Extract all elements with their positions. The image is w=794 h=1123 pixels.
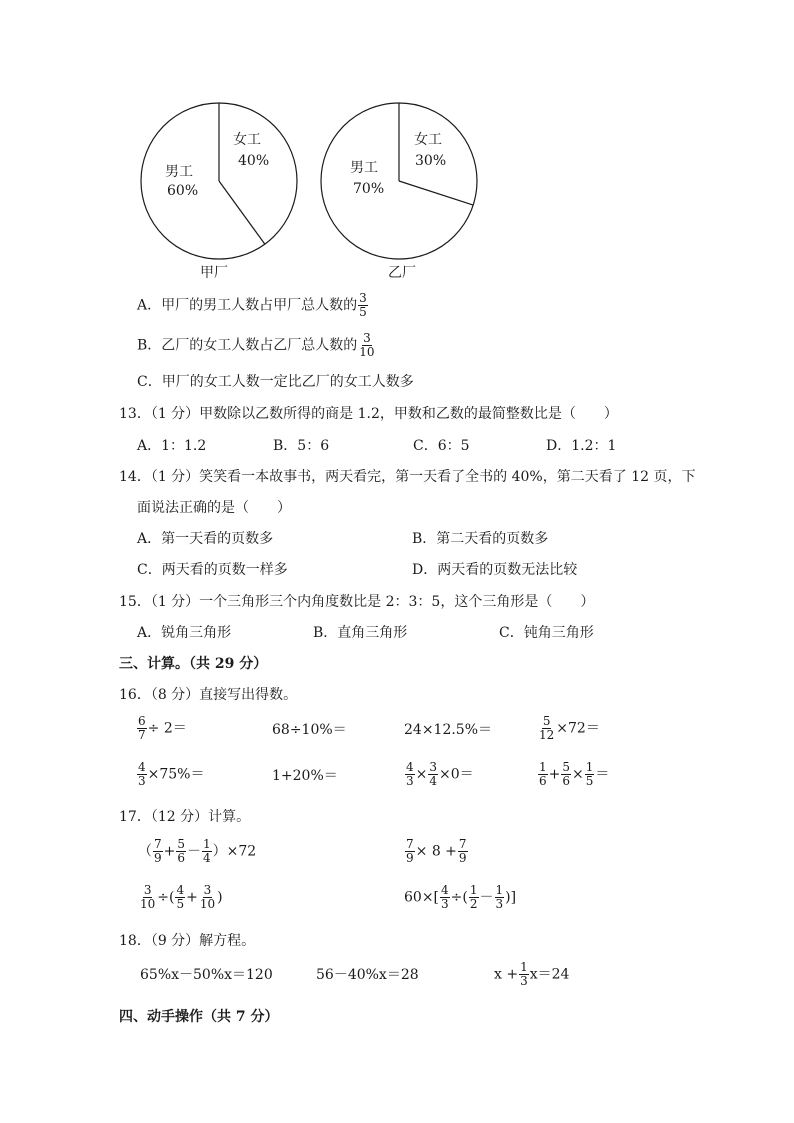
q17-e4-pre: 60×[ [404, 889, 440, 906]
q16-item-6: 1+20%＝ [272, 768, 338, 784]
q16-item1-frac [137, 715, 147, 742]
q17-e1-frac3 [202, 838, 212, 865]
q12-b-num: 3 [363, 331, 371, 345]
q17-expr-2 [404, 838, 469, 865]
q18-eq3-num: 1 [520, 960, 528, 974]
q13-option-d: D．1.2：1 [546, 438, 617, 454]
q16-item1-rest: ÷ 2＝ [147, 720, 187, 737]
q16-item-5 [136, 761, 205, 788]
q17-e2-n2: 7 [458, 837, 467, 851]
q18-equation-1: 65%x－50%x＝120 [140, 967, 273, 983]
pie-jia-caption: 甲厂 [200, 265, 228, 281]
q16-i8-d3: 5 [585, 774, 594, 788]
q12-option-a [137, 292, 369, 319]
q16-i4-num: 5 [542, 714, 551, 728]
q12-option-b-fraction [358, 332, 375, 359]
q16-item4-frac [538, 715, 555, 742]
q17-e4-n1: 4 [441, 883, 449, 897]
q17-e4-frac1 [440, 884, 450, 911]
q18-equation-2: 56－40%x＝28 [316, 967, 419, 983]
q17-e4-n2: 1 [469, 883, 478, 897]
q15-option-a: A．锐角三角形 [137, 625, 232, 641]
q16-i8-n3: 1 [585, 760, 594, 774]
q17-e3-op: + [186, 889, 198, 906]
q16-i8-n2: 5 [562, 760, 571, 774]
pie-yi-slice1-label: 女工 [414, 132, 442, 148]
q17-expr-4 [404, 884, 516, 911]
q16-item-3: 24×12.5%＝ [404, 722, 493, 738]
pie-jia-slice2-label: 男工 [165, 164, 193, 180]
q16-item7-times: × [415, 766, 428, 783]
q17-e3-frac3 [199, 884, 216, 911]
q18-eq3-pre: x + [494, 966, 519, 983]
q16-item8-frac3 [585, 761, 595, 788]
q17-e4-frac2 [469, 884, 479, 911]
q12-option-a-fraction [358, 292, 368, 319]
q16-item4-rest: ×72＝ [556, 720, 600, 737]
q16-item-8 [537, 761, 609, 788]
q16-item-4 [537, 715, 600, 742]
q16-i7-n1: 4 [406, 760, 414, 774]
q17-e1-d3: 4 [203, 851, 211, 865]
pie-charts [0, 0, 794, 300]
q18-equation-3 [494, 961, 569, 988]
q16-i4-den: 12 [539, 728, 555, 742]
q16-item7-frac1 [405, 761, 415, 788]
pie-jia-slice2-percent: 60% [167, 183, 199, 199]
q16-i8-d1: 6 [539, 774, 547, 788]
q12-a-num: 3 [359, 291, 367, 305]
q14-stem-line1: 14．（1 分）笑笑看一本故事书，两天看完，第一天看了全书的 40%，第二天看了 12 页，下 [119, 469, 696, 485]
q17-e4-frac3 [495, 884, 505, 911]
q17-e1-close: ）×72 [212, 843, 257, 860]
q17-e4-d1: 3 [441, 897, 449, 911]
q14-stem-line2: 面说法正确的是（ ） [137, 500, 291, 516]
pie-jia-slice1-label: 女工 [233, 132, 261, 148]
pie-yi-slice1-percent: 30% [415, 153, 447, 169]
q17-e1-d1: 9 [154, 851, 162, 865]
q16-item8-frac1 [538, 761, 548, 788]
q16-item5-frac [137, 761, 147, 788]
q17-e3-d1: 10 [140, 897, 156, 911]
q16-i7-d1: 3 [406, 774, 414, 788]
q13-option-b: B．5：6 [273, 438, 330, 454]
q14-option-b: B．第二天看的页数多 [412, 531, 549, 547]
q16-stem: 16．（8 分）直接写出得数。 [119, 687, 298, 703]
q16-i5-num: 4 [138, 760, 146, 774]
q17-e3-frac1 [139, 884, 156, 911]
q17-e4-d3: 3 [495, 897, 504, 911]
pie-jia-slice1-percent: 40% [238, 153, 270, 169]
pie-yi-slice2-label: 男工 [350, 160, 378, 176]
q17-e3-n3: 3 [203, 883, 212, 897]
q12-a-den: 5 [359, 305, 367, 319]
q13-option-a: A．1：1.2 [137, 438, 207, 454]
q17-e1-op1: + [163, 843, 176, 860]
q17-expr-1 [138, 838, 256, 865]
pie-yi-caption: 乙厂 [388, 265, 416, 281]
q17-expr-3 [138, 884, 223, 911]
q16-item8-op1: + [548, 766, 561, 783]
q15-option-b: B．直角三角形 [313, 625, 408, 641]
q17-e4-d2: 2 [469, 897, 478, 911]
q16-i1-num: 6 [138, 714, 146, 728]
q16-item5-rest: ×75%＝ [147, 766, 205, 783]
q17-e3-d3: 10 [199, 897, 216, 911]
q12-option-a-text: A．甲厂的男工人数占甲厂总人数的 [137, 297, 358, 314]
q17-e2-frac1 [405, 838, 415, 865]
q16-i1-den: 7 [138, 728, 146, 742]
q17-e1-frac2 [176, 838, 186, 865]
q16-i7-n2: 3 [429, 760, 438, 774]
q13-option-c: C．6：5 [413, 438, 470, 454]
q16-i5-den: 3 [138, 774, 146, 788]
q17-e1-n3: 1 [203, 837, 211, 851]
q17-e4-mid: ÷( [450, 889, 468, 906]
q18-eq3-frac [519, 961, 529, 988]
section3-title: 三、计算。（共 29 分） [119, 656, 268, 672]
q17-e3-mid: ÷( [157, 889, 175, 906]
q14-option-c: C．两天看的页数一样多 [137, 562, 288, 578]
q17-e3-frac2 [175, 884, 185, 911]
q16-i7-d2: 4 [429, 774, 438, 788]
q18-eq3-rest: x＝24 [529, 966, 570, 983]
q12-option-b-text: B．乙厂的女工人数占乙厂总人数的 [137, 337, 358, 354]
q17-e1-n2: 5 [177, 837, 186, 851]
q14-option-d: D．两天看的页数无法比较 [412, 562, 578, 578]
q16-i8-n1: 1 [539, 760, 547, 774]
q16-item-7 [404, 761, 474, 788]
q16-item8-op2: × [572, 766, 584, 783]
q14-option-a: A．第一天看的页数多 [137, 531, 274, 547]
pie-chart-jia [141, 103, 297, 259]
q16-item-2: 68÷10%＝ [272, 722, 347, 738]
q17-e4-n3: 1 [495, 883, 504, 897]
q12-option-c: C．甲厂的女工人数一定比乙厂的女工人数多 [137, 374, 414, 390]
q16-item-1 [136, 715, 187, 742]
q15-option-c: C．钝角三角形 [499, 625, 594, 641]
q17-e1-open: （ [138, 843, 152, 860]
q17-e1-op2: － [187, 843, 202, 860]
q16-item7-rest: ×0＝ [439, 766, 474, 783]
q15-stem: 15．（1 分）一个三角形三个内角度数比是 2：3：5，这个三角形是（ ） [119, 594, 595, 610]
section4-title: 四、动手操作（共 7 分） [119, 1009, 279, 1025]
q17-e1-d2: 6 [177, 851, 186, 865]
q17-e1-frac1 [153, 838, 163, 865]
q12-option-b [137, 332, 377, 359]
q17-e2-n1: 7 [406, 837, 414, 851]
q17-e2-d1: 9 [406, 851, 414, 865]
q18-eq3-den: 3 [520, 974, 528, 988]
q17-e4-close: )] [505, 889, 517, 906]
q17-e3-n1: 3 [143, 883, 152, 897]
q17-e2-mid: × 8 + [415, 843, 457, 860]
q13-stem: 13．（1 分）甲数除以乙数所得的商是 1.2，甲数和乙数的最简整数比是（ ） [119, 406, 618, 422]
q17-stem: 17．（12 分）计算。 [119, 809, 251, 825]
q17-e3-close: ) [217, 889, 223, 906]
q17-e3-n2: 4 [176, 883, 185, 897]
q17-e3-d2: 5 [176, 897, 185, 911]
pie-yi-slice2-percent: 70% [353, 181, 385, 197]
q18-stem: 18．（9 分）解方程。 [119, 933, 256, 949]
q17-e4-op: － [479, 889, 494, 906]
q17-e2-d2: 9 [458, 851, 467, 865]
q16-i8-d2: 6 [562, 774, 571, 788]
q16-item7-frac2 [428, 761, 438, 788]
q16-item8-frac2 [561, 761, 571, 788]
q12-b-den: 10 [359, 345, 375, 359]
q17-e1-n1: 7 [154, 837, 162, 851]
pie-chart-yi [321, 103, 477, 259]
q17-e2-frac2 [458, 838, 468, 865]
q16-item8-rest: ＝ [595, 766, 610, 783]
